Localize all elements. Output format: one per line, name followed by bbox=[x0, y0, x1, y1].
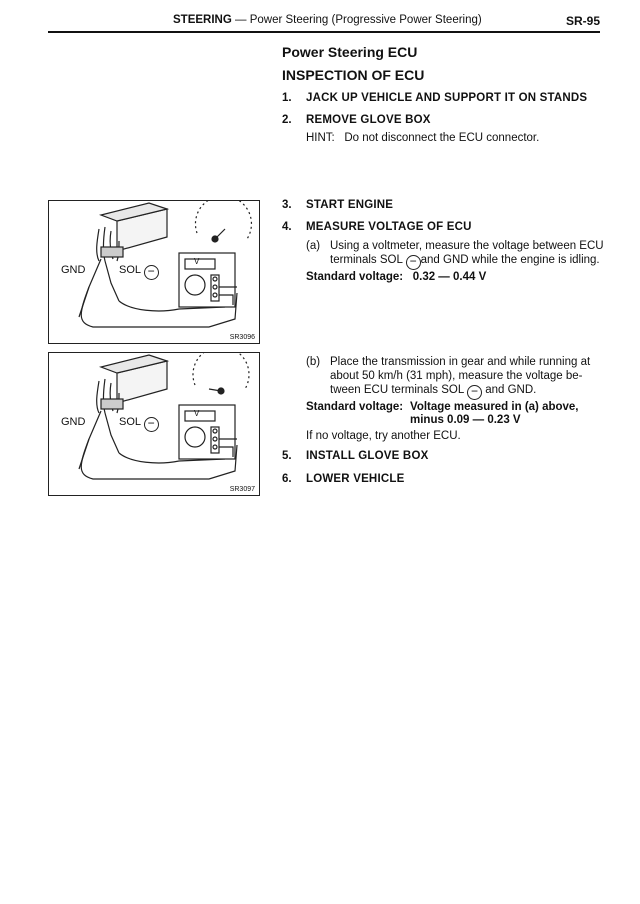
figure-ecu-measurement-driving bbox=[48, 352, 260, 496]
sub-a-standard bbox=[306, 271, 486, 283]
header-title bbox=[173, 14, 482, 26]
speedometer-icon bbox=[193, 353, 249, 394]
sol-text: SOL bbox=[119, 264, 141, 276]
std-value: 0.32 — 0.44 V bbox=[412, 271, 487, 283]
sol-label bbox=[119, 416, 159, 432]
hint bbox=[306, 132, 539, 144]
minus-circle-icon: − bbox=[144, 417, 159, 432]
step-number: 3. bbox=[282, 199, 292, 211]
step-number: 1. bbox=[282, 92, 292, 104]
header-dash: — bbox=[235, 14, 247, 26]
step-number: 2. bbox=[282, 114, 292, 126]
sub-a-line2-pre: terminals SOL bbox=[330, 254, 403, 266]
figure-code: SR3097 bbox=[229, 486, 255, 493]
sub-a-tag: (a) bbox=[306, 240, 321, 252]
step-text: JACK UP VEHICLE AND SUPPORT IT ON STANDS bbox=[306, 92, 588, 104]
page-header bbox=[48, 14, 600, 31]
meter-unit: V bbox=[194, 257, 200, 266]
hint-label: HINT: bbox=[306, 132, 335, 144]
sub-a-line2-post: and GND while the engine is idling. bbox=[420, 254, 600, 266]
step-text: INSTALL GLOVE BOX bbox=[306, 450, 429, 462]
sub-b-line2: about 50 km/h (31 mph), measure the voltage be- bbox=[330, 370, 583, 382]
sub-b-std-value2: minus 0.09 — 0.23 V bbox=[410, 414, 521, 426]
step-text: MEASURE VOLTAGE OF ECU bbox=[306, 221, 472, 233]
sub-b-line3 bbox=[330, 384, 536, 400]
hint-text: Do not disconnect the ECU connector. bbox=[344, 132, 540, 144]
header-rule bbox=[48, 31, 600, 33]
minus-circle-icon: − bbox=[467, 385, 482, 400]
gnd-label: GND bbox=[61, 264, 86, 276]
sub-b-line3-pre: tween ECU terminals SOL bbox=[330, 384, 464, 396]
sol-label bbox=[119, 264, 159, 280]
sub-b-note: If no voltage, try another ECU. bbox=[306, 430, 461, 442]
step-text: START ENGINE bbox=[306, 199, 394, 211]
sub-b-std-value1: Voltage measured in (a) above, bbox=[410, 401, 579, 413]
step-number: 6. bbox=[282, 473, 292, 485]
step-number: 4. bbox=[282, 221, 292, 233]
meter-unit: V bbox=[194, 409, 200, 418]
page-number: SR-95 bbox=[565, 14, 600, 28]
sub-a-line2 bbox=[330, 254, 600, 270]
minus-circle-icon: − bbox=[144, 265, 159, 280]
step-text: LOWER VEHICLE bbox=[306, 473, 405, 485]
tachometer-icon bbox=[195, 201, 251, 242]
header-section: STEERING bbox=[173, 14, 232, 26]
sol-text: SOL bbox=[119, 416, 141, 428]
figure-ecu-measurement-idle bbox=[48, 200, 260, 344]
inspection-heading: INSPECTION OF ECU bbox=[282, 67, 425, 83]
voltmeter-icon bbox=[179, 253, 237, 307]
step-number: 5. bbox=[282, 450, 292, 462]
section-title: Power Steering ECU bbox=[282, 44, 418, 60]
sub-b-tag: (b) bbox=[306, 356, 321, 368]
voltmeter-icon bbox=[179, 405, 237, 459]
sub-b-std-label: Standard voltage: bbox=[306, 401, 404, 413]
step-text: REMOVE GLOVE BOX bbox=[306, 114, 431, 126]
std-label: Standard voltage: bbox=[306, 271, 404, 283]
sub-a-line1: Using a voltmeter, measure the voltage between ECU bbox=[330, 240, 604, 252]
header-subtitle: Power Steering (Progressive Power Steering) bbox=[249, 14, 482, 26]
sub-b-line3-post: and GND. bbox=[485, 384, 537, 396]
minus-circle-icon: − bbox=[406, 255, 421, 270]
gnd-label: GND bbox=[61, 416, 86, 428]
figure-code: SR3096 bbox=[229, 334, 255, 341]
sub-b-line1: Place the transmission in gear and while running at bbox=[330, 356, 591, 368]
